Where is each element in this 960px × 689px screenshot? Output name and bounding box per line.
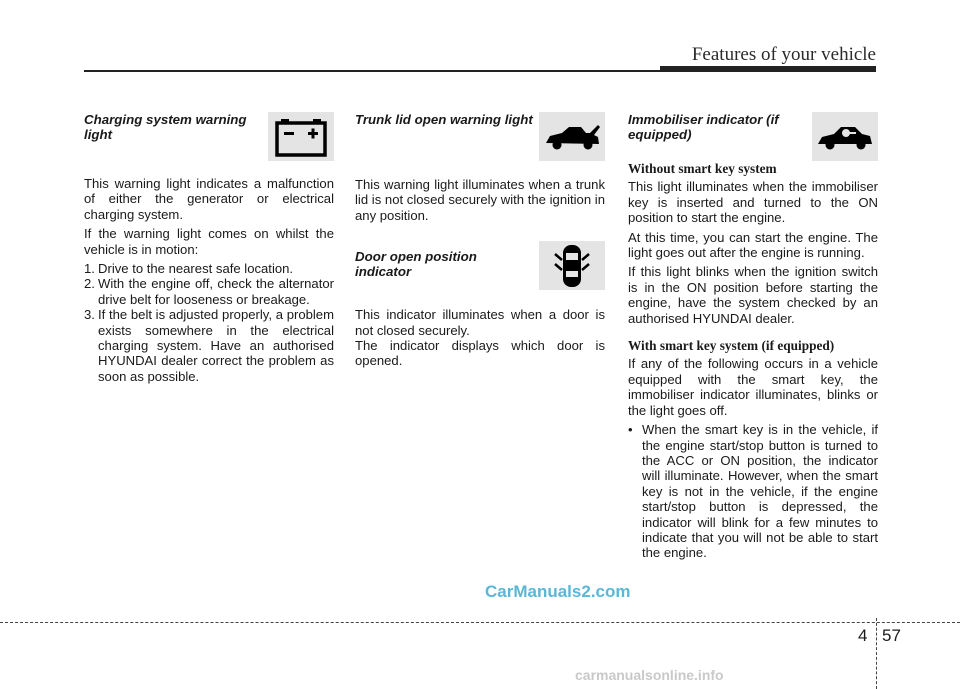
charging-steps [84, 261, 334, 384]
trunk-open-icon [539, 112, 605, 161]
list-item: 3. If the belt is adjusted properly, a problem exists somewhere in the electrical charging system. Have an authorised HYUNDAI dealer correct the problem as soon as possible. [84, 307, 334, 384]
immobiliser-para-2: At this time, you can start the engine. The light goes out after the engine is running. [628, 229, 878, 261]
smart-key-bullets [628, 422, 878, 561]
page-number-divider [876, 618, 877, 689]
battery-warning-icon [268, 112, 334, 161]
charging-section [84, 112, 334, 384]
trunk-door-section [355, 112, 605, 373]
list-item: 2. With the engine off, check the alternator drive belt for looseness or breakage. [84, 276, 334, 307]
footer-divider [0, 622, 960, 623]
door-para-2: The indicator displays which door is opened. [355, 338, 605, 369]
trunk-para: This warning light illuminates when a trunk lid is not closed securely with the ignition in any position. [355, 177, 605, 223]
footer-site-watermark: carmanualsonline.info [575, 667, 724, 683]
charging-para-1: This warning light indicates a malfunction of either the generator or electrical charging system. [84, 176, 334, 222]
chapter-number: 4 [858, 626, 868, 645]
subheading-with-smart-key: With smart key system (if equipped) [628, 338, 835, 354]
door-heading: Door open position indicator [355, 249, 477, 280]
immobiliser-para-3: If this light blinks when the ignition switch is in the ON position before starting the engine, have the system checked by an authorised HYUNDAI dealer. [628, 264, 878, 326]
page-header-title: Features of your vehicle [691, 44, 876, 65]
immobiliser-para-1: This light illuminates when the immobiliser key is inserted and turned to the ON position to start the engine. [628, 179, 878, 226]
charging-para-2: If the warning light comes on whilst the vehicle is in motion: [84, 226, 334, 257]
door-para-1: This indicator illuminates when a door is not closed securely. [355, 307, 605, 338]
immobiliser-car-icon [812, 112, 878, 161]
trunk-heading: Trunk lid open warning light [355, 112, 533, 127]
immobiliser-heading: Immobiliser indicator (if equipped) [628, 112, 779, 142]
immobiliser-para-4: If any of the following occurs in a vehicle equipped with the smart key, the immobiliser indicator illuminates, blinks or the light goes off. [628, 356, 878, 418]
list-item: 1. Drive to the nearest safe location. [84, 261, 294, 277]
page-number: 57 [882, 626, 901, 645]
door-open-icon [539, 241, 605, 290]
watermark-logo: CarManuals2.com [485, 582, 631, 601]
header-rule-thick [660, 66, 876, 72]
immobiliser-section [628, 112, 878, 561]
list-item: • When the smart key is in the vehicle, if the engine start/stop button is turned to the ACC or ON position, the indicator will illuminate. However, when the smart key is not in the vehicle, if the engine start/stop button is depressed, the indicator will blink for a few minutes to indicate that you will not be able to start the engine. [628, 422, 878, 561]
charging-heading: Charging system warning light [84, 112, 247, 142]
subheading-without-smart-key: Without smart key system [628, 161, 777, 176]
